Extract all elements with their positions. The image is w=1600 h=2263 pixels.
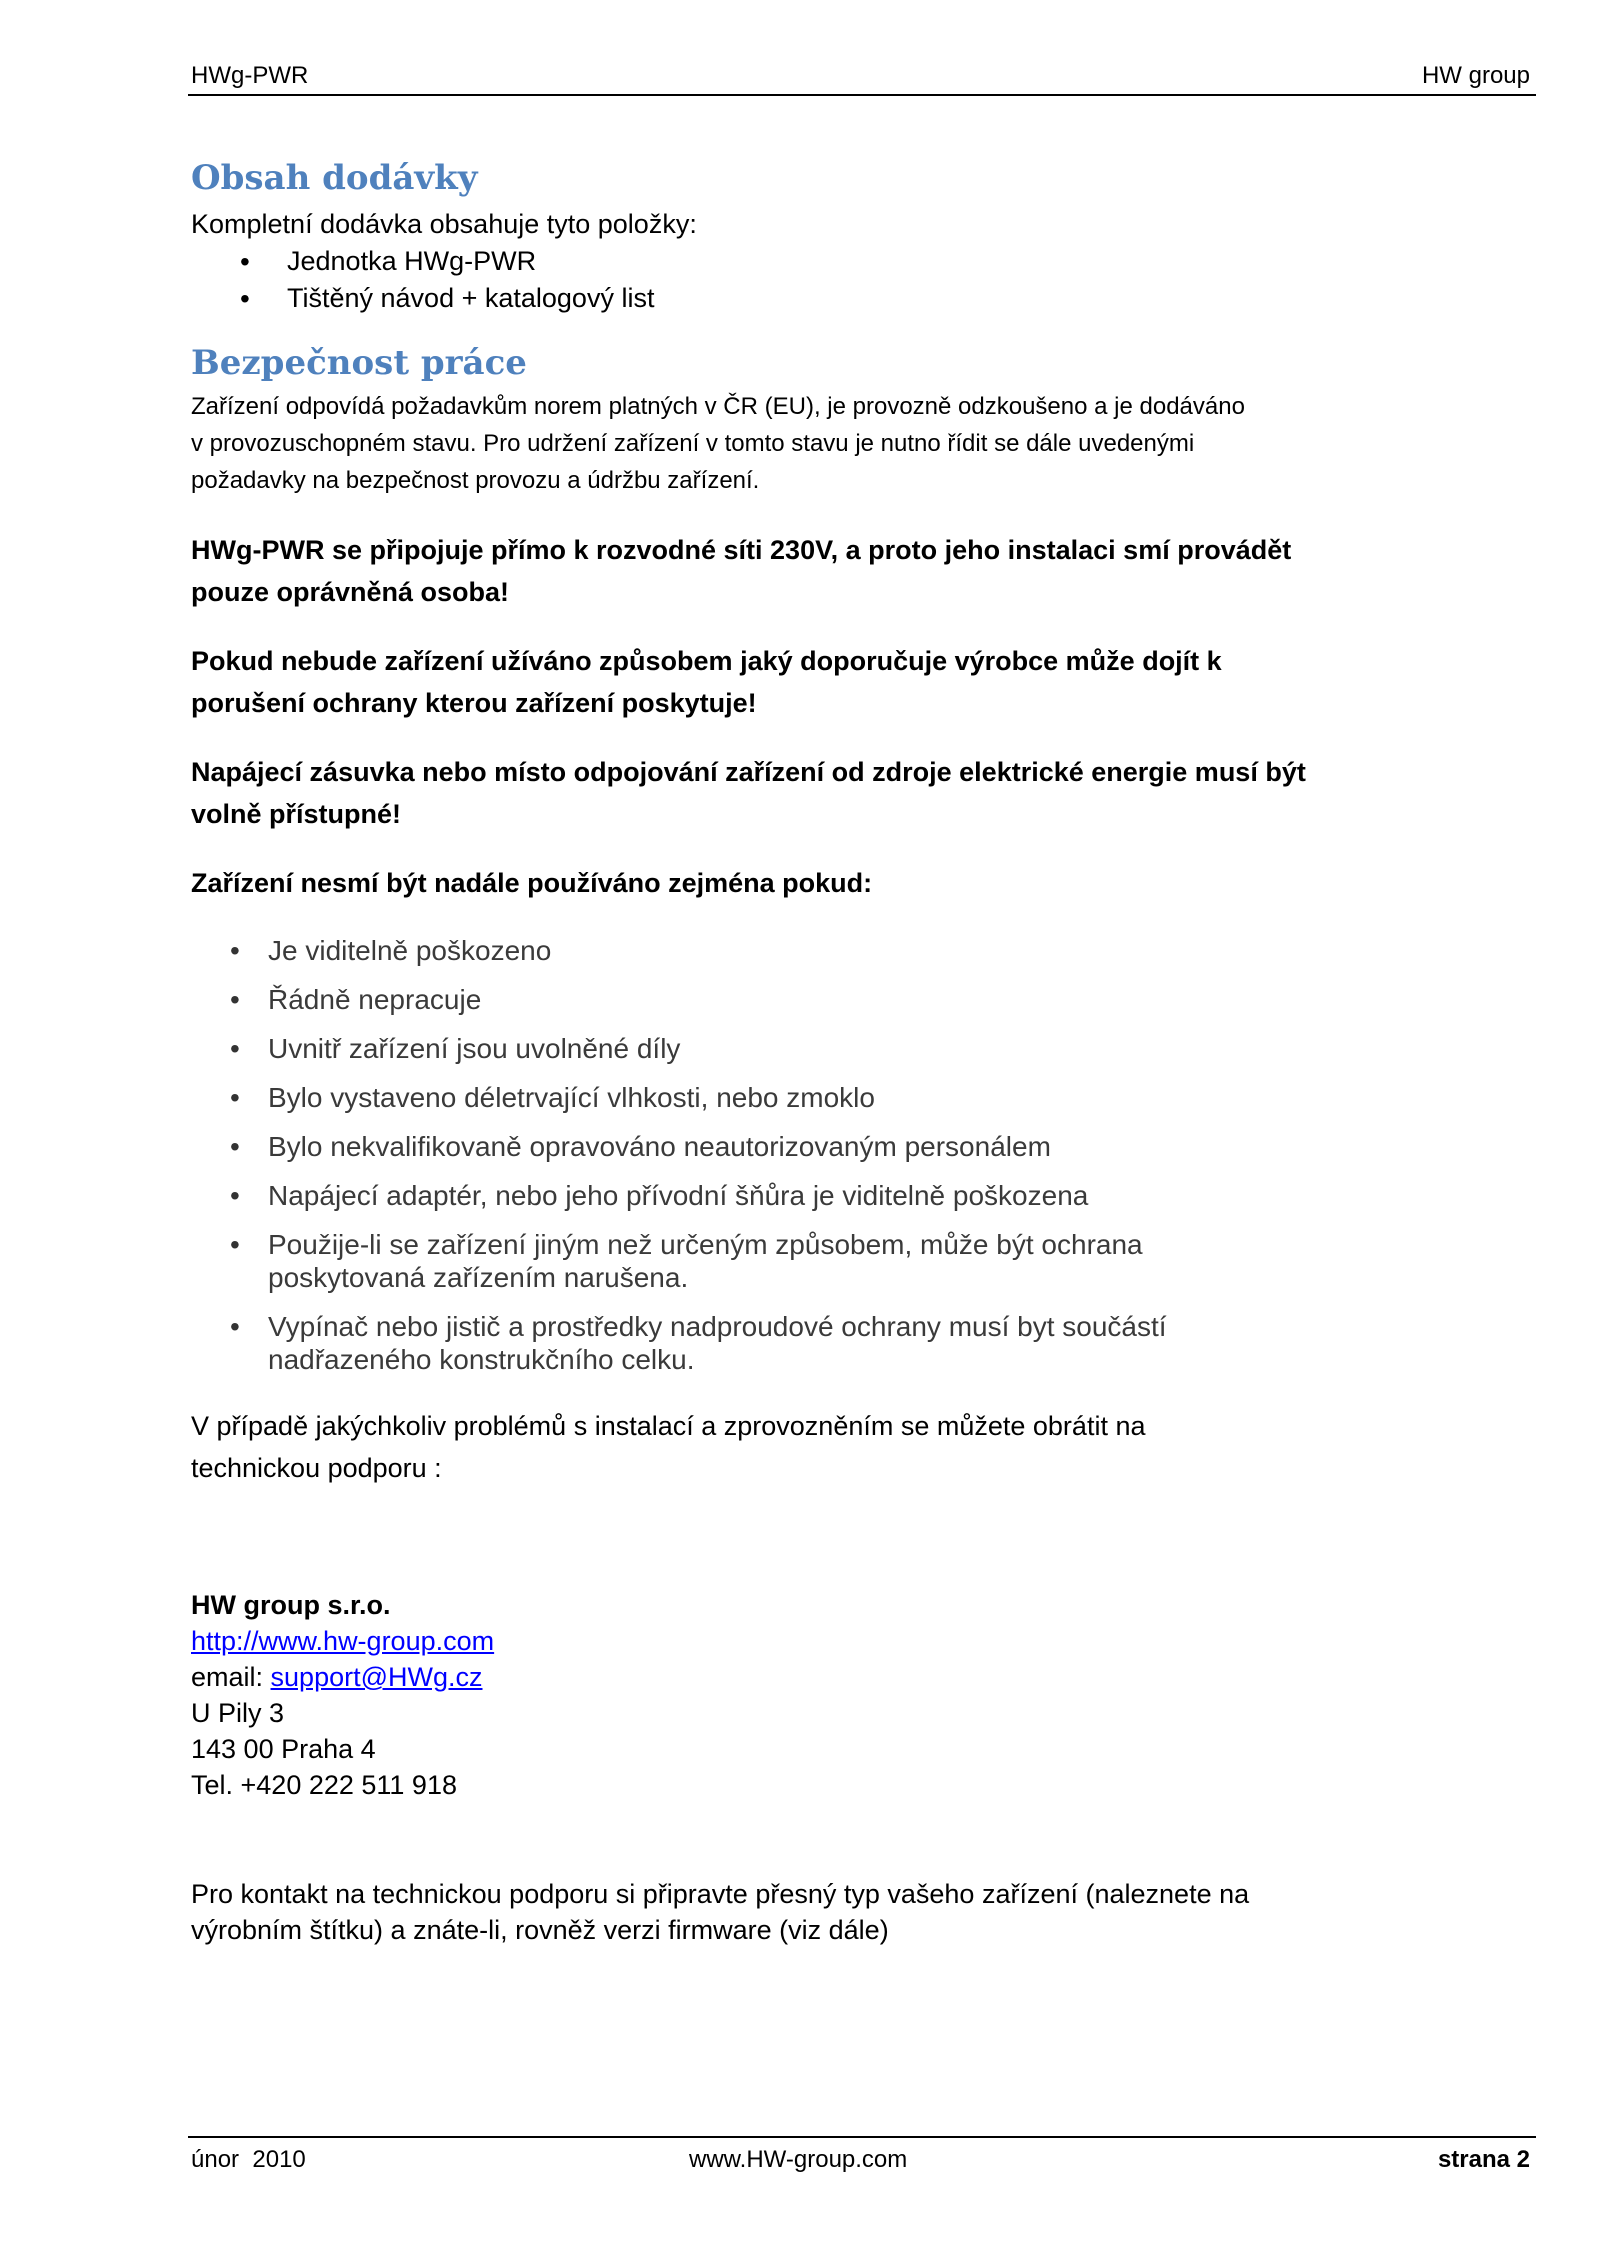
text-line: technickou podporu : [191, 1453, 442, 1483]
contact-phone: Tel. +420 222 511 918 [191, 1770, 457, 1800]
text-line: v provozuschopném stavu. Pro udržení zařízení v tomto stavu je nutno řídit se dále uvedenými [191, 430, 1195, 457]
text-line: Pokud nebude zařízení užíváno způsobem jaký doporučuje výrobce může dojít k [191, 646, 1222, 676]
section-title-safety: Bezpečnost práce [191, 343, 527, 383]
text-line: porušení ochrany kterou zařízení poskytuje! [191, 688, 757, 718]
contact-company: HW group s.r.o. [191, 1590, 391, 1620]
text-line: Napájecí zásuvka nebo místo odpojování zařízení od zdroje elektrické energie musí být [191, 757, 1306, 787]
text-line: požadavky na bezpečnost provozu a údržbu zařízení. [191, 467, 760, 494]
footer-page-number: strana 2 [1437, 2146, 1530, 2173]
list-item: • Napájecí adaptér, nebo jeho přívodní šňůra je viditelně poškozena [230, 1179, 1280, 1212]
text-line: volně přístupné! [191, 799, 402, 829]
list-item: • Tištěný návod + katalogový list [240, 280, 654, 317]
warning-usage [191, 640, 1222, 724]
text-line: Zařízení odpovídá požadavkům norem platných v ČR (EU), je provozně odzkoušeno a je dodáváno [191, 393, 1245, 420]
text-line: pouze oprávněná osoba! [191, 577, 510, 607]
header-rule [188, 94, 1536, 96]
list-item: • Je viditelně poškozeno [230, 934, 1280, 967]
list-item: • Vypínač nebo jistič a prostředky nadproudové ochrany musí byt součástí nadřazeného konstrukčního celku. [230, 1310, 1280, 1376]
text-line: HWg-PWR se připojuje přímo k rozvodné síti 230V, a proto jeho instalaci smí provádět [191, 535, 1292, 565]
contact-block [191, 1587, 494, 1803]
section-title-contents: Obsah dodávky [191, 158, 478, 198]
text-line: Pro kontakt na technickou podporu si připravte přesný typ vašeho zařízení (naleznete na [191, 1879, 1250, 1909]
safety-paragraph [191, 388, 1245, 499]
list-item: • Jednotka HWg-PWR [240, 243, 654, 280]
text-line: V případě jakýchkoliv problémů s instalací a zprovozněním se můžete obrátit na [191, 1411, 1146, 1441]
contact-email-row [191, 1659, 494, 1695]
footer-website: www.HW-group.com [689, 2146, 908, 2173]
contents-intro: Kompletní dodávka obsahuje tyto položky: [191, 209, 697, 239]
closing-note [191, 1876, 1249, 1948]
footer-date: únor 2010 [191, 2146, 306, 2173]
list-item: • Bylo nekvalifikovaně opravováno neautorizovaným personálem [230, 1130, 1280, 1163]
footer-rule [188, 2136, 1536, 2138]
contents-list [240, 243, 654, 317]
list-item: • Řádně nepracuje [230, 983, 1280, 1016]
prohibition-title: Zařízení nesmí být nadále používáno zejména pokud: [191, 868, 873, 898]
header-company: HW group [1421, 62, 1530, 89]
list-item: • Použije-li se zařízení jiným než určeným způsobem, může být ochrana poskytovaná zařízením narušena. [230, 1228, 1280, 1294]
list-item: • Bylo vystaveno déletrvající vlhkosti, nebo zmoklo [230, 1081, 1280, 1114]
contact-street: U Pily 3 [191, 1698, 285, 1728]
list-item: • Uvnitř zařízení jsou uvolněné díly [230, 1032, 1280, 1065]
contact-city: 143 00 Praha 4 [191, 1734, 376, 1764]
support-note [191, 1405, 1145, 1489]
text-line: výrobním štítku) a znáte-li, rovněž verzi firmware (viz dále) [191, 1915, 889, 1945]
warning-installation [191, 529, 1291, 613]
header-doc-title: HWg-PWR [191, 62, 309, 89]
conditions-list [230, 934, 1280, 1392]
warning-socket [191, 751, 1306, 835]
contact-email-link[interactable]: support@HWg.cz [270, 1662, 483, 1692]
contact-web-link[interactable]: http://www.hw-group.com [191, 1626, 495, 1656]
contact-email-label: email: [191, 1662, 271, 1692]
